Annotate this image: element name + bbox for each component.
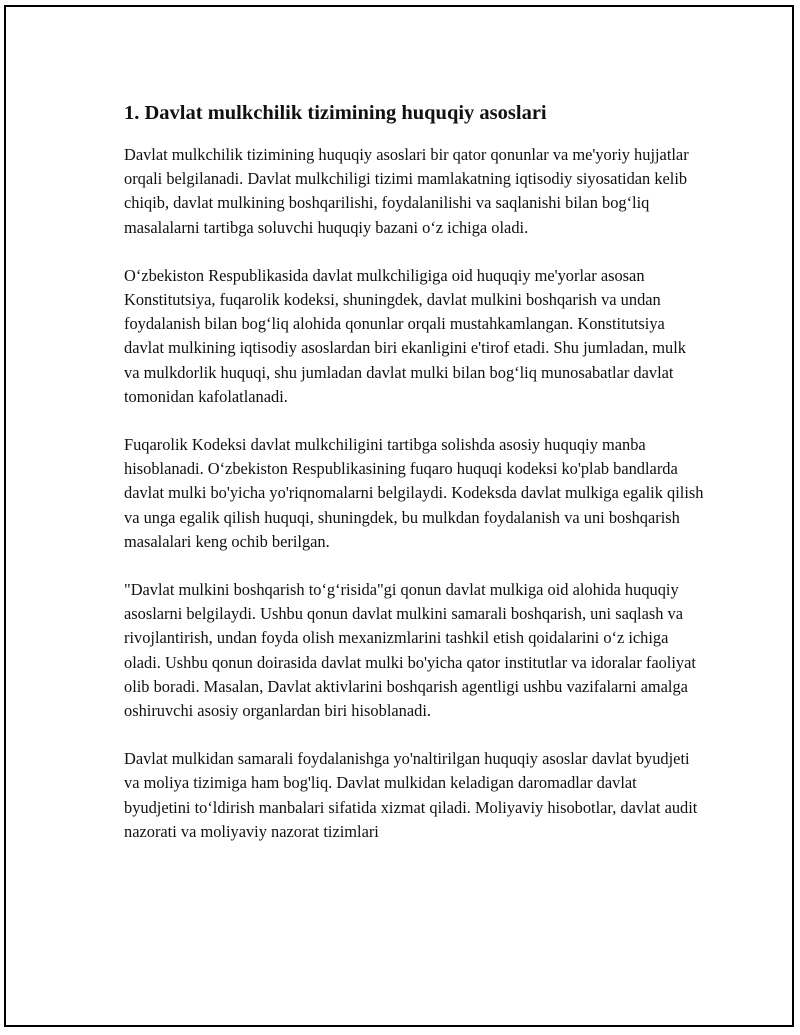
page-frame <box>4 5 794 1027</box>
section-heading: 1. Davlat mulkchilik tizimining huquqiy asoslari <box>124 102 547 124</box>
document-body <box>124 99 704 868</box>
paragraph-2: O‘zbekiston Respublikasida davlat mulkchiligiga oid huquqiy me'yorlar asosan Konstitutsiya, fuqarolik kodeksi, shuningdek, davlat mulkini boshqarish va undan foydalanish bilan bog‘liq alohida qonunlar orqali mustahkamlangan. Konstitutsiya davlat mulkining iqtisodiy asoslardan biri ekanligini e'tirof etadi. Shu jumladan, mulk va mulkdorlik huquqi, shu jumladan davlat mulki bilan bog‘liq munosabatlar davlat tomonidan kafolatlanadi. <box>124 265 686 406</box>
paragraph-5: Davlat mulkidan samarali foydalanishga yo'naltirilgan huquqiy asoslar davlat byudjeti va moliya tizimiga ham bog'liq. Davlat mulkidan keladigan daromadlar davlat byudjetini to‘ldirish manbalari sifatida xizmat qiladi. Moliyaviy hisobotlar, davlat audit nazorati va moliyaviy nazorat tizimlari <box>124 749 698 841</box>
paragraph-1: Davlat mulkchilik tizimining huquqiy asoslari bir qator qonunlar va me'yoriy hujjatlar orqali belgilanadi. Davlat mulkchiligi tizimi mamlakatning iqtisodiy siyosatidan kelib chiqib, davlat mulkining boshqarilishi, foydalanilishi va saqlanishi bilan bog‘liq masalalarni tartibga soluvchi huquqiy bazani o‘z ichiga oladi. <box>124 145 689 237</box>
paragraph-4: "Davlat mulkini boshqarish to‘g‘risida"gi qonun davlat mulkiga oid alohida huquqiy asoslarni belgilaydi. Ushbu qonun davlat mulkini samarali boshqarish, uni saqlash va rivojlantirish, undan foyda olish mexanizmlarini tashkil etish qoidalarini o‘z ichiga oladi. Ushbu qonun doirasida davlat mulki bo'yicha qator institutlar va idoralar faoliyat olib boradi. Masalan, Davlat aktivlarini boshqarish agentligi ushbu vazifalarni amalga oshiruvchi asosiy organlardan biri hisoblanadi. <box>124 580 696 721</box>
paragraph-3: Fuqarolik Kodeksi davlat mulkchiligini tartibga solishda asosiy huquqiy manba hisoblanadi. O‘zbekiston Respublikasining fuqaro huquqi kodeksi ko'plab bandlarda davlat mulki bo'yicha yo'riqnomalarni belgilaydi. Kodeksda davlat mulkiga egalik qilish va unga egalik qilish huquqi, shuningdek, bu mulkdan foydalanish va uni boshqarish masalalari keng ochib berilgan. <box>124 435 704 551</box>
